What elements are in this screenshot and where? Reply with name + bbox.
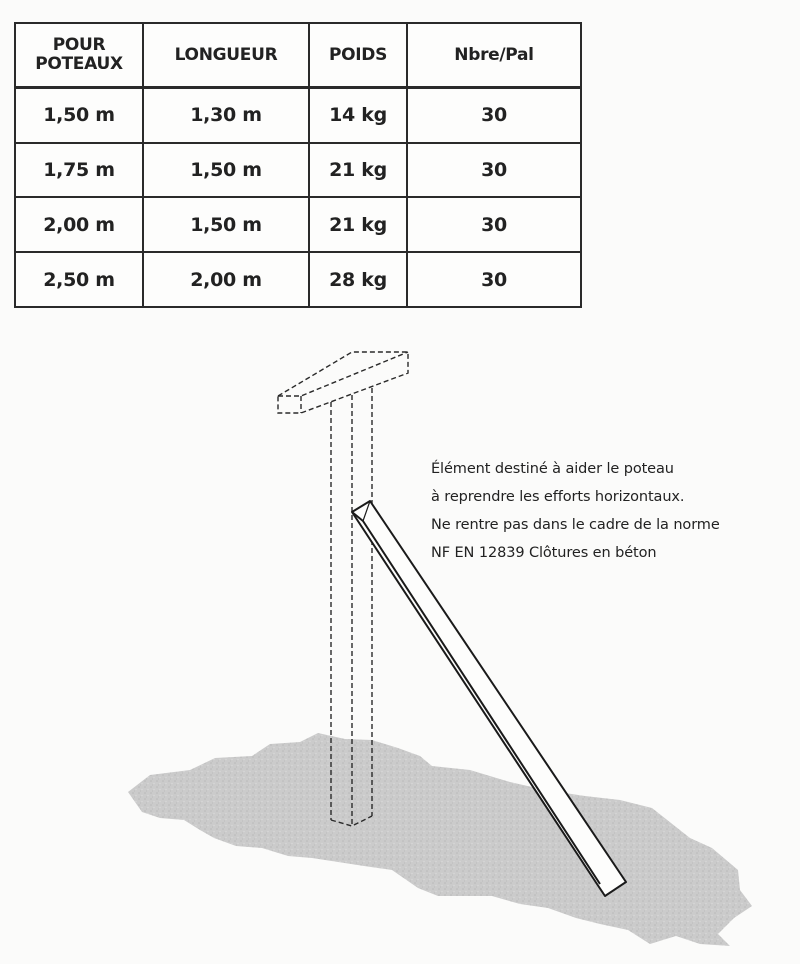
ground-patch [128, 733, 752, 946]
cell-pour: 2,00 m [15, 197, 143, 252]
cell-longueur: 1,50 m [143, 143, 309, 198]
cell-poids: 14 kg [309, 88, 407, 143]
note-line-3: Ne rentre pas dans le cadre de la norme [431, 517, 720, 533]
table-header-row [15, 23, 581, 88]
header-nbre-pal: Nbre/Pal [407, 23, 581, 88]
strut-note [431, 455, 791, 567]
header-pour-line2: POTEAUX [35, 54, 123, 74]
cell-longueur: 1,30 m [143, 88, 309, 143]
cell-nbre: 30 [407, 88, 581, 143]
note-line-4: NF EN 12839 Clôtures en béton [431, 545, 657, 561]
header-pour-poteaux [15, 23, 143, 88]
cell-nbre: 30 [407, 197, 581, 252]
cell-poids: 28 kg [309, 252, 407, 307]
note-line-1: Élément destiné à aider le poteau [431, 461, 674, 477]
cell-pour: 1,50 m [15, 88, 143, 143]
cell-poids: 21 kg [309, 143, 407, 198]
header-pour-line1: POUR [52, 35, 106, 55]
table-row [15, 143, 581, 198]
header-longueur: LONGUEUR [143, 23, 309, 88]
cell-nbre: 30 [407, 143, 581, 198]
cell-pour: 2,50 m [15, 252, 143, 307]
cell-nbre: 30 [407, 252, 581, 307]
cell-longueur: 1,50 m [143, 197, 309, 252]
cell-longueur: 2,00 m [143, 252, 309, 307]
table-row [15, 88, 581, 143]
header-poids: POIDS [309, 23, 407, 88]
strut-illustration [0, 320, 800, 964]
cell-poids: 21 kg [309, 197, 407, 252]
table-row [15, 252, 581, 307]
table-row [15, 197, 581, 252]
cell-pour: 1,75 m [15, 143, 143, 198]
note-line-2: à reprendre les efforts horizontaux. [431, 489, 685, 505]
specification-table [14, 22, 582, 308]
